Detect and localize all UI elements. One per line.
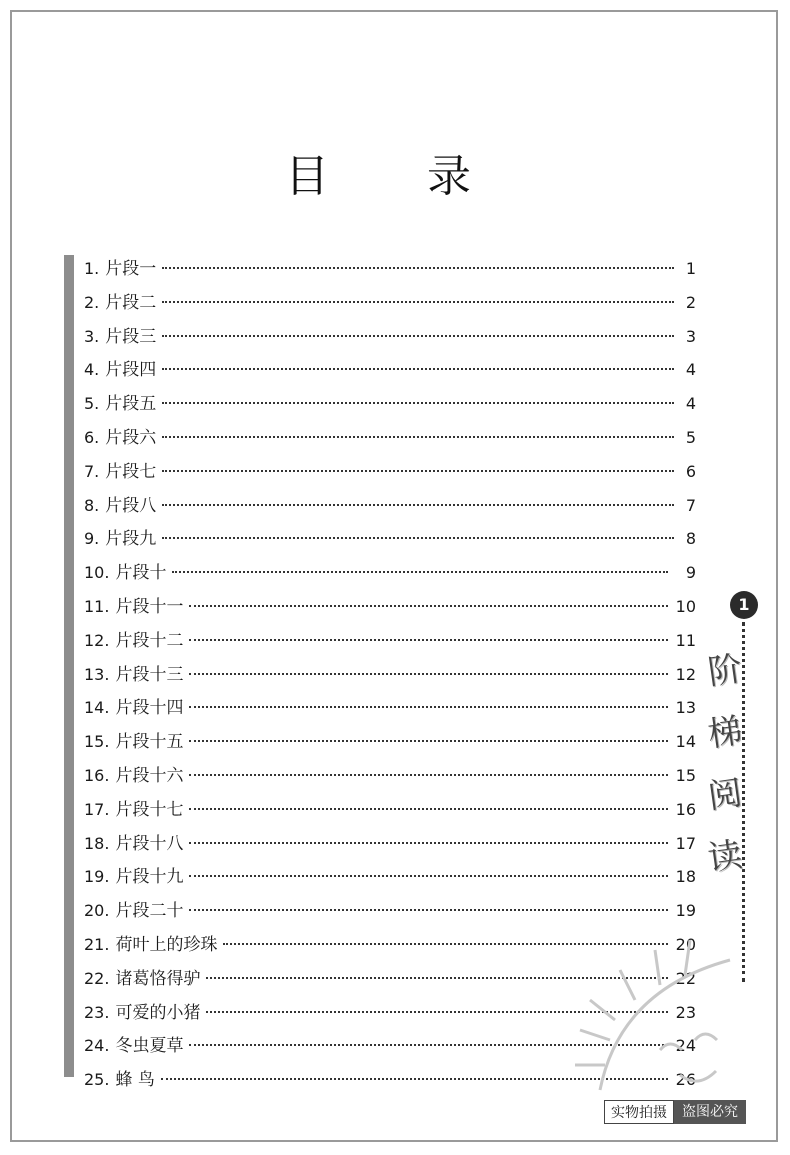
toc-entry-page: 14	[675, 732, 696, 752]
toc-leader-dots	[162, 504, 674, 506]
toc-entry-page: 16	[675, 799, 696, 819]
toc-entry-page: 19	[675, 901, 696, 921]
toc-entry-number: 5.	[84, 394, 100, 414]
toc-entry	[84, 252, 696, 286]
toc-entry-page: 6	[685, 461, 696, 481]
toc-entry-title: 片段四	[105, 360, 157, 381]
toc-leader-dots	[162, 436, 674, 438]
toc-entry-page: 11	[675, 630, 696, 650]
toc-entry-title: 可爱的小猪	[115, 1002, 201, 1023]
toc-entry-number: 18.	[84, 833, 110, 853]
toc-entry-title: 片段十六	[115, 765, 184, 786]
toc-entry-number: 1.	[84, 259, 100, 278]
toc-entry-title: 片段十七	[115, 799, 184, 820]
toc-side-bar	[64, 255, 74, 1077]
sun-illustration	[560, 900, 760, 1100]
toc-leader-dots	[162, 267, 674, 269]
toc-entry-page: 17	[675, 833, 696, 853]
page-title: 目 录	[285, 151, 513, 202]
toc-leader-dots	[189, 639, 668, 641]
toc-entry-title: 片段七	[105, 461, 157, 482]
toc-entry-page: 1	[685, 259, 696, 278]
toc-entry	[84, 860, 696, 894]
toc-entry-page: 22	[675, 968, 696, 988]
toc-entry-number: 17.	[84, 799, 110, 819]
toc-entry	[84, 387, 696, 421]
toc-entry	[84, 320, 696, 354]
toc-entry-number: 21.	[84, 934, 110, 954]
watermark-left: 实物拍摄	[604, 1100, 674, 1124]
toc-entry-number: 10.	[84, 563, 110, 583]
toc-entry-number: 7.	[84, 461, 100, 481]
toc-leader-dots	[162, 335, 674, 337]
toc-entry-page: 2	[685, 292, 696, 312]
toc-entry-title: 片段一	[105, 259, 157, 279]
toc-leader-dots	[189, 774, 668, 776]
toc-leader-dots	[189, 706, 668, 708]
toc-entry-title: 片段十一	[115, 596, 184, 617]
toc-entry-number: 9.	[84, 529, 100, 549]
toc-entry-page: 23	[675, 1002, 696, 1022]
toc-entry-title: 片段九	[105, 529, 157, 550]
toc-entry	[84, 759, 696, 793]
toc-entry-page: 5	[685, 427, 696, 447]
toc-leader-dots	[189, 808, 668, 810]
toc-entry-page: 20	[675, 934, 696, 954]
toc-entry-title: 片段三	[105, 326, 157, 347]
toc-leader-dots	[162, 402, 674, 404]
toc-entry-number: 25.	[84, 1070, 110, 1090]
toc-entry-title: 荷叶上的珍珠	[115, 934, 218, 955]
toc-entry-number: 14.	[84, 698, 110, 718]
toc-entry-number: 24.	[84, 1036, 110, 1056]
toc-entry-page: 4	[685, 394, 696, 414]
toc-entry-number: 6.	[84, 427, 100, 447]
toc-entry-number: 12.	[84, 630, 110, 650]
toc-entry-number: 13.	[84, 664, 110, 684]
toc-entry-page: 24	[675, 1036, 696, 1056]
toc-entry	[84, 658, 696, 692]
toc-entry-number: 19.	[84, 867, 110, 887]
toc-entry-page: 10	[675, 596, 696, 616]
side-vertical-title	[700, 640, 750, 888]
toc-leader-dots	[172, 571, 668, 573]
toc-entry-page: 7	[685, 495, 696, 515]
toc-entry-title: 诸葛恪得驴	[115, 968, 201, 989]
toc-entry-title: 片段十三	[115, 664, 184, 685]
toc-entry	[84, 725, 696, 759]
toc-entry	[84, 455, 696, 489]
toc-leader-dots	[162, 537, 674, 539]
toc-entry-title: 片段十二	[115, 630, 184, 651]
toc-leader-dots	[162, 301, 674, 303]
toc-entry-title: 片段十九	[115, 867, 184, 888]
toc-entry-number: 11.	[84, 596, 110, 616]
toc-entry-title: 片段二	[105, 292, 157, 313]
toc-entry-number: 2.	[84, 292, 100, 312]
toc-entry-page: 3	[685, 326, 696, 346]
toc-entry-title: 片段十四	[115, 698, 184, 719]
toc-entry-number: 8.	[84, 495, 100, 515]
watermark	[604, 1100, 746, 1124]
toc-entry-title: 片段二十	[115, 901, 184, 922]
toc-entry-page: 26	[675, 1070, 696, 1090]
toc-entry	[84, 489, 696, 523]
side-title-char: 梯	[705, 710, 745, 756]
toc-entry-title: 冬虫夏草	[115, 1036, 184, 1057]
toc-leader-dots	[189, 673, 668, 675]
toc-leader-dots	[189, 842, 668, 844]
toc-entry	[84, 793, 696, 827]
toc-entry-number: 3.	[84, 326, 100, 346]
toc-entry	[84, 421, 696, 455]
toc-entry-title: 片段十	[115, 563, 167, 584]
toc-entry	[84, 286, 696, 320]
toc-leader-dots	[189, 740, 668, 742]
toc-entry-number: 16.	[84, 765, 110, 785]
toc-entry	[84, 691, 696, 725]
toc-entry-title: 片段十八	[115, 833, 184, 854]
watermark-right: 盗图必究	[674, 1100, 746, 1124]
toc-entry	[84, 624, 696, 658]
side-title-char: 读	[705, 834, 745, 880]
toc-entry-title: 蜂 鸟	[115, 1070, 155, 1091]
toc-entry-page: 4	[685, 360, 696, 380]
toc-entry	[84, 556, 696, 590]
toc-entry-title: 片段八	[105, 495, 157, 516]
toc-entry-page: 8	[685, 529, 696, 549]
toc-entry-page: 9	[685, 563, 696, 583]
toc-leader-dots	[189, 875, 668, 877]
toc-entry-title: 片段五	[105, 394, 157, 415]
toc-entry	[84, 353, 696, 387]
toc-entry-page: 18	[675, 867, 696, 887]
toc-entry-page: 12	[675, 664, 696, 684]
toc-leader-dots	[162, 368, 674, 370]
toc-entry-number: 23.	[84, 1002, 110, 1022]
toc-leader-dots	[189, 605, 668, 607]
side-title-char: 阅	[705, 772, 745, 818]
toc-entry-page: 13	[675, 698, 696, 718]
page-number-badge: 1	[730, 591, 758, 619]
toc-entry-title: 片段十五	[115, 732, 184, 753]
toc-entry	[84, 827, 696, 861]
toc-entry-number: 20.	[84, 901, 110, 921]
toc-entry-number: 4.	[84, 360, 100, 380]
toc-entry	[84, 522, 696, 556]
side-title-char: 阶	[705, 648, 745, 694]
toc-leader-dots	[162, 470, 674, 472]
toc-entry	[84, 590, 696, 624]
toc-entry-page: 15	[675, 765, 696, 785]
toc-entry-title: 片段六	[105, 427, 157, 448]
toc-entry-number: 15.	[84, 732, 110, 752]
toc-entry-number: 22.	[84, 968, 110, 988]
